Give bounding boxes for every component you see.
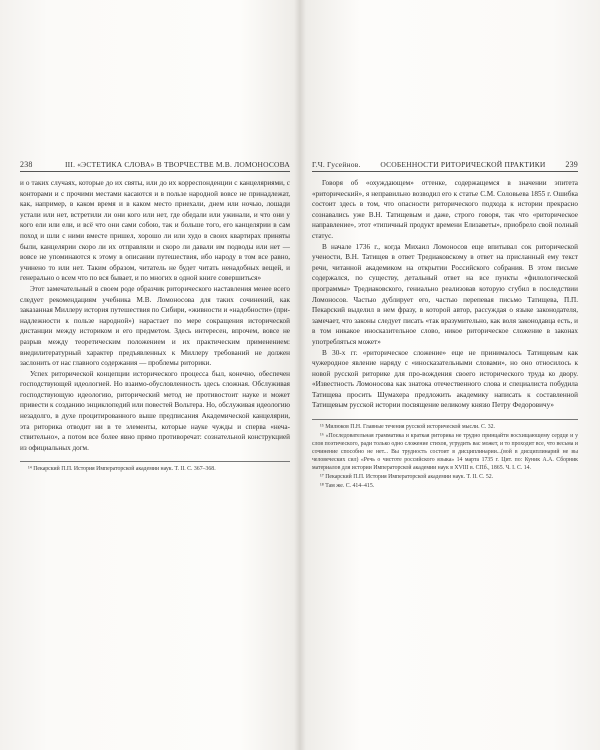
left-running-head: III. «ЭСТЕТИКА СЛОВА» В ТВОРЧЕСТВЕ М.В. ЛОМОНОСОВА <box>64 160 290 169</box>
right-running-head-title: ОСОБЕННОСТИ РИТОРИЧЕСКОЙ ПРАКТИКИ <box>380 160 546 169</box>
left-page <box>20 160 290 474</box>
paragraph: В начале 1736 г., когда Михаил Ломоносов еще впитывал сок риторической учености, В.Н. Татищев в ответ Тредиаковскому в ответ на присланный ему текст речи, читанной академиком на открытии Российского собрания. В этом письме содержался, по существу, детальный ответ на все пункты «филологической программы» Тредиаковского, гениально реализовав которую сгубил в последствии Ломоносов. Частью дублирует его, частью перепевая письмо Татищева, П.П. Пекарский выделил в нем фразу, в которой автор, рассуждая о языке законодателя, замечает, что законы следует писать «так вразумительно, как воля законодавца есть, и в том никакое иносказительное слово, никое риторическое сложение в законах употребляться может» <box>312 242 578 346</box>
paragraph: Говоря об «охуждающем» оттенке, содержащемся в значении эпитета «риторический», я неправильно возводил его к статье С.М. Соловьева 1855 г. Ошибка состоит здесь в том, что опасности риторического подхода к истории прекрасно сознавались уже В.Н. Татищевым и даже, строго говоря, так что «риторическое направление», этот «типичный продукт времени Елизаветы», приобрело свой полный статус. <box>312 179 578 240</box>
right-page <box>312 160 578 491</box>
left-page-number: 238 <box>20 160 33 169</box>
right-running-head-author: Г.Ч. Гусейнов. <box>312 160 361 169</box>
paragraph: и о таких случаях, которые до их святы, или до их корреспонденции с канцеляриями, с конторами и с прочими местами касаются и в пользе народной вовсе не принадлежат, как, например, в каком время и в каком место приехали, днем или ночью, лошади устали или нет, встретили ли они кого или нет, где обедали или ужинали, и что они у кого ели или ели, и всё что они сами собою, так и больше того, его канцелярии в сам поход и шли с ними вместе пришел, хорошо ли или худо в своих квартирах приняты были, канцелярии скоро ли их отправляли и скоро ли давали им подводы или нет — вовсе не упоминаются к этому в описании путешествия, ибо народу в том все равно, учинено то или нет. Таким образом, читатель не будет читать ненадобных вещей, и генерально о всем что по вся бывает, и по многих в одной книге совершиться» <box>20 179 290 283</box>
footnote: ¹⁶ «Последовательная грамматика и краткая риторика не трудно принцайти восхищающему сердце и у слов поэтического, ради только одно сложение стихов, угрудить вас может, и то проходит все, что весьма и сочинение способно не нет... Вы трудность состоит в дисциплинарии...(вой в дисциплинарий не вы человеческих сил) «Речь о чистоте российского языка» 14 марта 1735 г. Цит. по: Куник А.А. Сборник материалов для истории Императорской академии наук в XVIII в. СПб., 1865. Ч. I. С. 14. <box>312 433 578 472</box>
footnote: ¹⁷ Пекарский П.П. История Императорской академии наук. Т. II. С. 52. <box>320 474 494 481</box>
footnote: ¹⁸ Там же. С. 414–415. <box>320 483 375 490</box>
footnote: ¹⁵ Милюков П.Н. Главные течения русской исторической мысли. С. 32. <box>320 424 496 431</box>
paragraph: В 30-х гг. «риторическое сложение» еще не принималось Татищевым как чужеродное явление наряду с «иносказательными словами», но оно относилось к новой русской риторике для про-вождения своего исторического труда ко двору. «Известность Ломоносова как знатока отечественного слова и специалиста побудила Татищева просить Шумахера предложить академику написать к составленной Татищевым русской истории посвящение великому князю Петру Федоровичу» <box>312 348 578 410</box>
right-page-body <box>312 178 578 411</box>
right-footnotes <box>312 419 578 490</box>
right-page-number: 239 <box>565 160 578 169</box>
left-page-header <box>20 160 290 172</box>
right-page-header <box>312 160 578 172</box>
footnote: ¹⁴ Пекарский П.П. История Императорской академии наук. Т. II. С. 367–368. <box>28 466 216 473</box>
left-page-body <box>20 178 290 453</box>
left-footnotes <box>20 461 290 473</box>
paragraph: Этот замечательный в своем роде образчик риторического наставления менее всего следует рекомендациям учебника М.В. Ломоносова для таких сочинений, как заказанная Миллеру история путешествия по Сибири, «живности и «надобности» (при-надлежности к пользе народной») нарастает по мере сокращения исторической дистанции между историком и его предметом. Здесь интересен, впрочем, вовсе не разрыв между теоретическим положением и их практическим применением: внедилитературный характер предъявленных к Миллеру требований не должен заслонить от нас главного содержания — проблемы риторики. <box>20 284 290 368</box>
paragraph: Успех риторической концепции исторического процесса был, конечно, обеспечен господствующей идеологией. Но взаимо-обусловленность здесь сложная. Обслуживая господствующую идеологию, риторический метод не противостоит науке и может привести к созданию энциклопедий или повестей Вольтера. Но, обслуживая идеологию незадолго, в духе процитированного выше предписания Академической канцелярии, эта риторика отводит ни в те элементы, которые науке чужды и сперва «неча-ствительно», а потом все более явно прямо противоречат: сознательной конструкцией из официальных догм. <box>20 369 290 452</box>
